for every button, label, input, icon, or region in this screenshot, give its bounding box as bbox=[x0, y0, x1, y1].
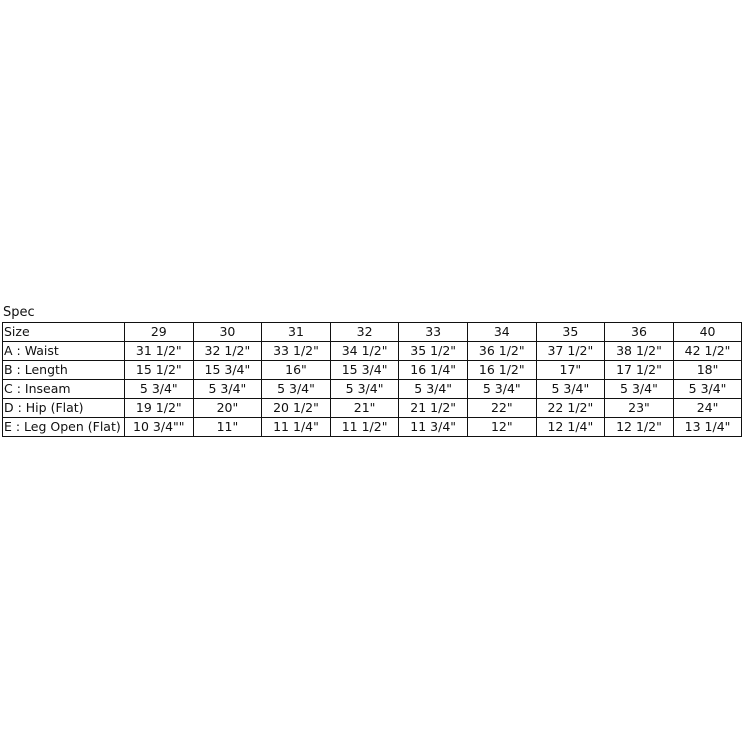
measurement-cell: 5 3/4" bbox=[262, 380, 331, 399]
measurement-cell: 5 3/4" bbox=[125, 380, 194, 399]
size-header-cell: 36 bbox=[605, 323, 674, 342]
spec-section bbox=[2, 304, 742, 437]
measurement-cell: 35 1/2" bbox=[399, 342, 468, 361]
measurement-cell: 12 1/2" bbox=[605, 418, 674, 437]
table-row bbox=[3, 342, 742, 361]
size-header-cell: 30 bbox=[193, 323, 262, 342]
measurement-cell: 12" bbox=[467, 418, 536, 437]
row-label-cell: A : Waist bbox=[3, 342, 125, 361]
measurement-cell: 11 3/4" bbox=[399, 418, 468, 437]
measurement-cell: 11" bbox=[193, 418, 262, 437]
measurement-cell: 34 1/2" bbox=[330, 342, 399, 361]
table-row bbox=[3, 399, 742, 418]
size-spec-table bbox=[2, 322, 742, 437]
measurement-cell: 21" bbox=[330, 399, 399, 418]
measurement-cell: 12 1/4" bbox=[536, 418, 605, 437]
header-row bbox=[3, 323, 742, 342]
measurement-cell: 32 1/2" bbox=[193, 342, 262, 361]
measurement-cell: 20 1/2" bbox=[262, 399, 331, 418]
size-header-cell: 31 bbox=[262, 323, 331, 342]
measurement-cell: 16 1/4" bbox=[399, 361, 468, 380]
row-label-cell: B : Length bbox=[3, 361, 125, 380]
measurement-cell: 37 1/2" bbox=[536, 342, 605, 361]
size-header-cell: 34 bbox=[467, 323, 536, 342]
measurement-cell: 19 1/2" bbox=[125, 399, 194, 418]
measurement-cell: 20" bbox=[193, 399, 262, 418]
measurement-cell: 23" bbox=[605, 399, 674, 418]
measurement-cell: 15 3/4" bbox=[330, 361, 399, 380]
measurement-cell: 5 3/4" bbox=[330, 380, 399, 399]
row-label-cell: C : Inseam bbox=[3, 380, 125, 399]
size-header-cell: 33 bbox=[399, 323, 468, 342]
measurement-cell: 22" bbox=[467, 399, 536, 418]
table-row bbox=[3, 418, 742, 437]
measurement-cell: 5 3/4" bbox=[399, 380, 468, 399]
measurement-cell: 11 1/4" bbox=[262, 418, 331, 437]
measurement-cell: 15 1/2" bbox=[125, 361, 194, 380]
measurement-cell: 31 1/2" bbox=[125, 342, 194, 361]
measurement-cell: 5 3/4" bbox=[193, 380, 262, 399]
spec-title: Spec bbox=[3, 305, 35, 320]
measurement-cell: 21 1/2" bbox=[399, 399, 468, 418]
measurement-cell: 16" bbox=[262, 361, 331, 380]
measurement-cell: 10 3/4"" bbox=[125, 418, 194, 437]
size-header-cell: 35 bbox=[536, 323, 605, 342]
measurement-cell: 5 3/4" bbox=[467, 380, 536, 399]
size-header-cell: 32 bbox=[330, 323, 399, 342]
size-header-cell: 40 bbox=[673, 323, 742, 342]
measurement-cell: 5 3/4" bbox=[673, 380, 742, 399]
measurement-cell: 13 1/4" bbox=[673, 418, 742, 437]
measurement-cell: 5 3/4" bbox=[605, 380, 674, 399]
table-row bbox=[3, 380, 742, 399]
table-row bbox=[3, 361, 742, 380]
measurement-cell: 18" bbox=[673, 361, 742, 380]
measurement-cell: 16 1/2" bbox=[467, 361, 536, 380]
measurement-cell: 22 1/2" bbox=[536, 399, 605, 418]
measurement-cell: 17" bbox=[536, 361, 605, 380]
measurement-cell: 36 1/2" bbox=[467, 342, 536, 361]
measurement-cell: 33 1/2" bbox=[262, 342, 331, 361]
measurement-cell: 5 3/4" bbox=[536, 380, 605, 399]
measurement-cell: 15 3/4" bbox=[193, 361, 262, 380]
measurement-cell: 42 1/2" bbox=[673, 342, 742, 361]
row-label-cell: D : Hip (Flat) bbox=[3, 399, 125, 418]
header-label-cell: Size bbox=[3, 323, 125, 342]
measurement-cell: 11 1/2" bbox=[330, 418, 399, 437]
size-header-cell: 29 bbox=[125, 323, 194, 342]
measurement-cell: 24" bbox=[673, 399, 742, 418]
row-label-cell: E : Leg Open (Flat) bbox=[3, 418, 125, 437]
measurement-cell: 17 1/2" bbox=[605, 361, 674, 380]
measurement-cell: 38 1/2" bbox=[605, 342, 674, 361]
